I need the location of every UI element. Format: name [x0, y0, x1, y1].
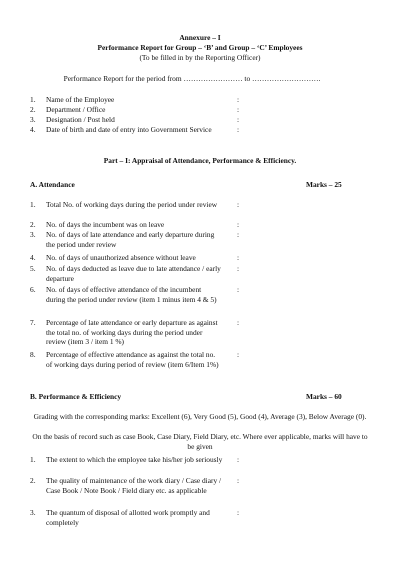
list-item-number: 6.	[30, 285, 36, 294]
list-item-number: 4.	[30, 253, 36, 262]
field-label-designation: Designation / Post held	[46, 115, 115, 124]
field-number: 4.	[30, 125, 36, 134]
field-number: 1.	[30, 95, 36, 104]
field-label-dob: Date of birth and date of entry into Government Service	[46, 125, 212, 134]
list-item-label: Percentage of late attendance or early departure as against the total no. of working days during the period under review (item 3 / item 1 %)	[46, 318, 218, 347]
section-b-title: B. Performance & Efficiency	[30, 392, 122, 401]
field-colon: :	[237, 105, 240, 114]
list-item-label: No. of days of unauthorized absence without leave	[46, 253, 196, 262]
list-item-colon: :	[237, 285, 240, 294]
field-number: 3.	[30, 115, 36, 124]
part1-title: Part – I: Appraisal of Attendance, Performance & Efficiency.	[103, 156, 297, 165]
report-title: Performance Report for Group – ‘B’ and Group – ‘C’ Employees	[97, 43, 303, 52]
list-item-label: No. of days deducted as leave due to late attendance / early departure	[46, 264, 221, 283]
field-colon: :	[237, 95, 240, 104]
field-colon: :	[237, 115, 240, 124]
annexure-label: Annexure – I	[179, 33, 221, 42]
field-colon: :	[237, 125, 240, 134]
field-number: 2.	[30, 105, 36, 114]
list-item-label: The quantum of disposal of allotted work promptly and completely	[46, 508, 210, 527]
list-item-number: 1.	[30, 200, 36, 209]
list-item-colon: :	[237, 264, 240, 273]
list-item-colon: :	[237, 350, 240, 359]
list-item-label: No. of days of late attendance and early departure during the period under review	[46, 230, 215, 249]
list-item-colon: :	[237, 476, 240, 485]
list-item-number: 2.	[30, 220, 36, 229]
list-item-label: No. of days the incumbent was on leave	[46, 220, 165, 229]
list-item-colon: :	[237, 455, 240, 464]
list-item-label: Percentage of effective attendance as against the total no. of working days during period of review (item 6/Item 1%)	[46, 350, 219, 369]
report-subtitle: (To be filled in by the Reporting Officer)	[139, 53, 261, 62]
list-item-label: No. of days of effective attendance of the incumbent during the period under review (item 1 minus item 4 & 5)	[46, 285, 217, 304]
list-item-label: The quality of maintenance of the work diary / Case diary / Case Book / Note Book / Field diary etc. as applicable	[46, 476, 222, 495]
list-item-number: 8.	[30, 350, 36, 359]
list-item-colon: :	[237, 230, 240, 239]
list-item-number: 1.	[30, 455, 36, 464]
list-item-number: 7.	[30, 318, 36, 327]
field-label-name: Name of the Employee	[46, 95, 115, 104]
list-item-colon: :	[237, 508, 240, 517]
section-a-marks: Marks – 25	[306, 180, 342, 189]
field-label-department: Department / Office	[46, 105, 106, 114]
list-item-number: 5.	[30, 264, 36, 273]
grading-note: Grading with the corresponding marks: Excellent (6), Very Good (5), Good (4), Average (3), Below Average (0).	[33, 412, 367, 421]
period-line: Performance Report for the period from …………………… to ……………………….	[63, 74, 321, 83]
section-a-title: A. Attendance	[30, 180, 75, 189]
list-item-colon: :	[237, 253, 240, 262]
section-b-marks: Marks – 60	[306, 392, 342, 401]
list-item-label: Total No. of working days during the period under review	[46, 200, 218, 209]
list-item-number: 2.	[30, 476, 36, 485]
list-item-number: 3.	[30, 508, 36, 517]
list-item-colon: :	[237, 220, 240, 229]
basis-note: On the basis of record such as case Book, Case Diary, Field Diary, etc. Where ever applicable, marks will have to be given	[32, 432, 368, 451]
list-item-number: 3.	[30, 230, 36, 239]
list-item-label: The extent to which the employee take his/her job seriously	[46, 455, 223, 464]
list-item-colon: :	[237, 200, 240, 209]
list-item-colon: :	[237, 318, 240, 327]
